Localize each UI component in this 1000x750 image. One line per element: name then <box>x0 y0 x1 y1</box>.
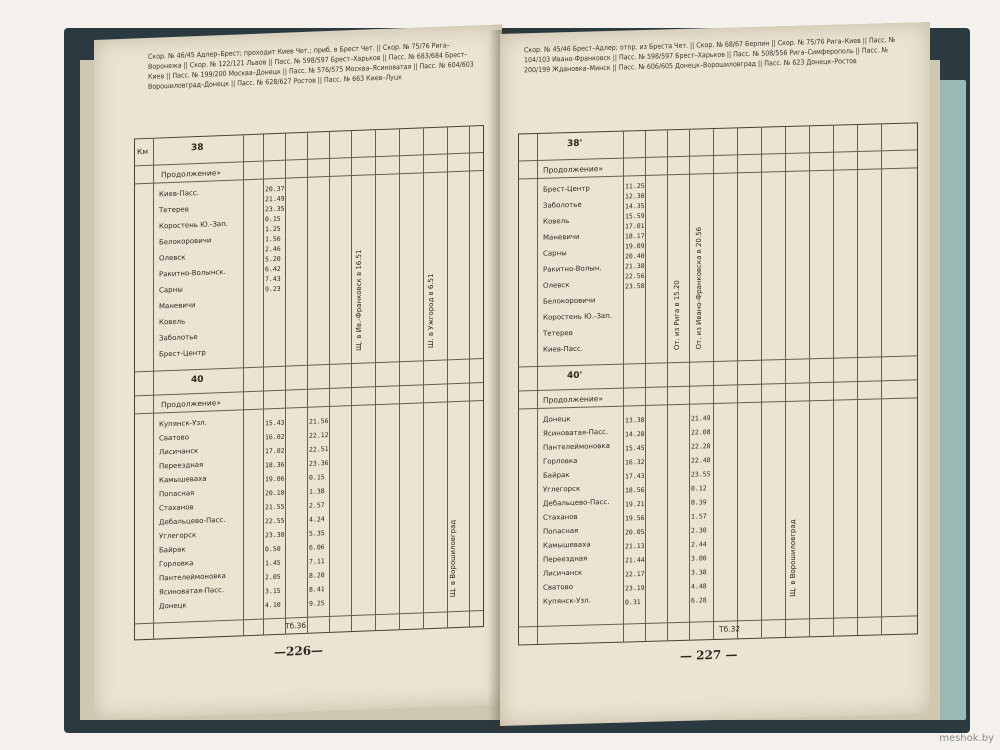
time-column: 11.25 12.30 14.35 15.59 17.01 18.17 19.09 20.40 21.38 22.56 23.58 <box>625 181 645 291</box>
station: Ясиноватая-Пасс. <box>159 586 225 597</box>
page-number-right: — 227 — <box>680 647 738 663</box>
left-page-header: Скор. № 46/45 Адлер–Брест; проходит Киев Чет.; приб. в Брест Чет. || Скор. № 75/76 Рига–Воронежа || Скор. № 122/121 Львов || Пасс. № 598/597 Брест–Харьков || Пасс. № 683/684 Брест–Киев || Пасс. № 199/200 Москва–Донецк || Пасс. № 576/575 Москва–Ясиноватая || Пасс. № 604/603 Ворошиловград–Донецк || Пасс. № 628/627 Ростов || Пасс. № 663 Киев–Луцк <box>148 41 474 91</box>
train-note: Ш. в Ужгород в 6.51 <box>427 273 435 349</box>
station: Сватово <box>543 582 574 592</box>
table-number-40p: 40' <box>567 370 583 382</box>
station: Байрак <box>159 545 186 555</box>
train-note: От. из Рига в 15.20 <box>673 280 681 351</box>
station: Лисичанск <box>159 446 199 457</box>
time-column: 13.38 14.20 15.45 16.32 17.43 18.56 19.21 19.56 20.05 21.13 21.44 22.17 23.19 0.31 <box>625 415 645 607</box>
page-number-left: —226— <box>274 643 324 660</box>
station: Донецк <box>159 601 187 611</box>
station: Киев-Пасс. <box>543 344 583 354</box>
station: Дебальцево-Пасс. <box>543 497 610 508</box>
table-number-38: 38 <box>191 142 204 154</box>
station: Дебальцево-Пасс. <box>159 515 226 527</box>
station: Стаханов <box>159 503 194 513</box>
station: Пантелеймоновка <box>543 441 610 452</box>
station: Заболотье <box>159 333 198 343</box>
station: Стаханов <box>543 512 578 522</box>
station: Лисичанск <box>543 568 583 578</box>
station: Олевск <box>543 281 570 290</box>
time-column: 20.37 21.49 23.35 0.15 1.25 1.56 2.46 5.20 6.42 7.43 9.23 <box>265 184 285 294</box>
right-page <box>500 22 930 726</box>
watermark: meshok.by <box>939 733 994 744</box>
station: Переездная <box>543 554 588 564</box>
left-timetable <box>134 125 484 640</box>
station: Байрак <box>543 471 570 480</box>
continue-label: Продолжение» <box>543 164 603 175</box>
station: Маневичи <box>543 232 580 242</box>
station: Сарны <box>159 285 183 295</box>
continue-label: Продолжение» <box>161 398 221 410</box>
station: Ясиноватая-Пасс. <box>543 427 609 438</box>
right-timetable <box>518 122 918 645</box>
station: Сарны <box>543 249 567 258</box>
time-column: 21.56 22.12 22.51 23.36 0.15 1.38 2.57 4.24 5.35 6.06 7.11 8.20 8.41 9.25 <box>309 416 329 608</box>
station: Горловка <box>543 456 578 466</box>
station: Белокоровичи <box>159 236 212 247</box>
train-note: Щ. в Ворошиловград <box>449 519 457 598</box>
station: Донецк <box>543 415 571 424</box>
time-column: 15.43 16.02 17.02 18.36 19.06 20.10 21.55 22.55 23.30 0.50 1.45 2.05 3.15 4.10 <box>265 418 285 610</box>
station: Ковель <box>543 217 570 226</box>
station: Белокоровичи <box>543 296 596 306</box>
continue-label: Продолжение» <box>161 168 221 180</box>
station: Попасная <box>159 489 195 499</box>
station: Камышеваха <box>159 474 207 485</box>
station: Брест-Центр <box>543 184 590 194</box>
station: Сватово <box>159 433 190 443</box>
time-column: 21.49 22.08 22.20 22.48 23.55 0.12 0.39 1.57 2.30 2.44 3.00 3.38 4.48 6.28 <box>691 414 711 605</box>
left-page <box>94 24 502 720</box>
station: Тетерев <box>543 328 573 338</box>
station: Переездная <box>159 460 204 471</box>
station: Коростень Ю.-Зап. <box>543 311 613 322</box>
station: Брест-Центр <box>159 348 206 359</box>
train-note: От. из Ивано-Франковска в 20.56 <box>695 226 703 350</box>
table-mark: Тб.32 <box>719 624 741 634</box>
station: Маневичи <box>159 301 196 311</box>
station: Камышеваха <box>543 540 591 550</box>
train-note: Щ. в Ив.-Франковск в 16.51 <box>355 249 363 351</box>
table-number-40: 40 <box>191 374 204 386</box>
station: Коростень Ю.-Зап. <box>159 219 229 231</box>
station: Ракитно-Волынск. <box>159 267 226 279</box>
station: Ракитно-Волын. <box>543 264 602 274</box>
right-page-header: Скор. № 45/46 Брест–Адлер; отпр. из Бреста Чет. || Скор. № 68/67 Берлин || Скор. № 75/76 Рига–Киев || Пасс. № 104/103 Ивано-Франковск || Пасс. № 598/597 Брест–Харьков || Пасс. № 508/556 Рига–Симферополь || Пасс. № 200/199 Ждановка–Минск || Пасс. № 606/605 Донецк–Ворошиловград || Пасс. № 623 Донецк–Ростов <box>524 35 896 75</box>
station: Углегорск <box>159 531 197 541</box>
station: Киев-Пасс. <box>159 188 199 199</box>
station: Пантелеймоновка <box>159 571 226 583</box>
station: Горловка <box>159 559 194 569</box>
station: Ковель <box>159 317 186 327</box>
station: Попасная <box>543 526 579 536</box>
station: Купянск-Узл. <box>543 596 591 606</box>
station: Олевск <box>159 253 186 263</box>
station: Заболотье <box>543 200 582 210</box>
km-label: Км <box>137 146 148 157</box>
continue-label: Продолжение» <box>543 394 603 405</box>
train-note: Щ. в Ворошиловград <box>789 519 797 597</box>
station: Тетерев <box>159 205 189 215</box>
table-mark: Тб.36 <box>285 620 307 631</box>
station: Купянск-Узл. <box>159 418 207 429</box>
table-number-38p: 38' <box>567 138 583 150</box>
station: Углегорск <box>543 484 581 494</box>
